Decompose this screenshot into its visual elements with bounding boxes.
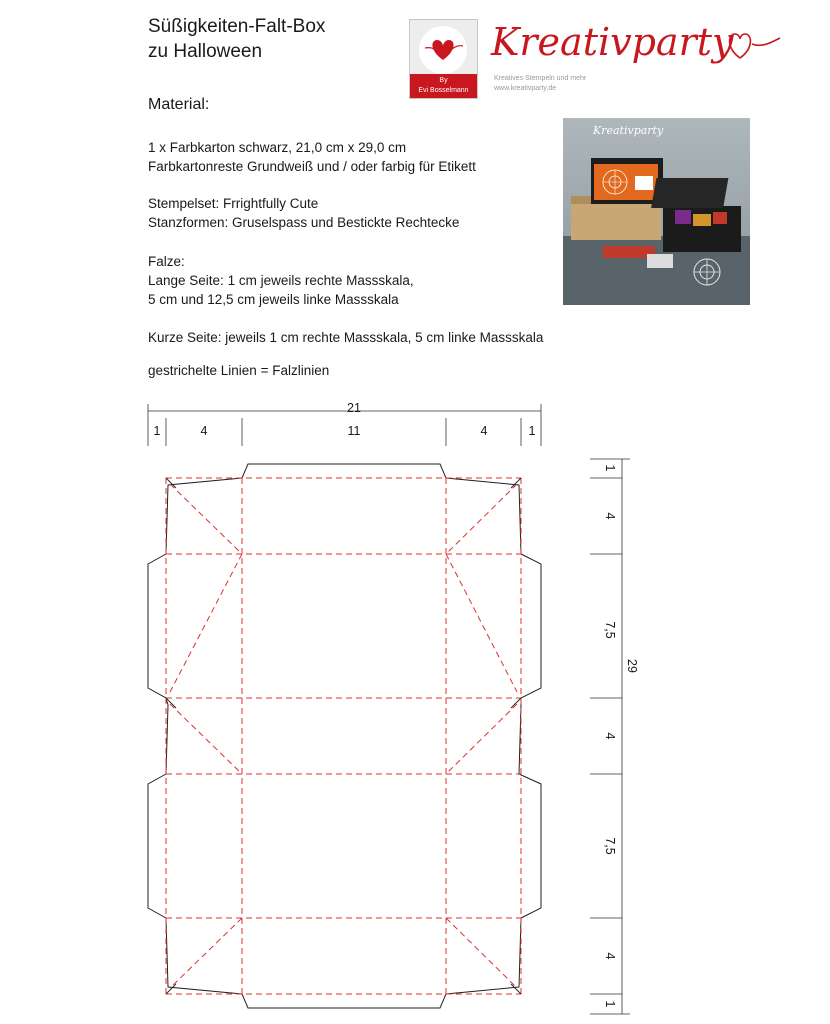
title-line-2: zu Halloween — [148, 41, 263, 62]
die-set: Stanzformen: Gruselspass und Bestickte Rechtecke — [148, 215, 460, 230]
width-total-label: 21 — [347, 401, 361, 415]
material-item-1: 1 x Farbkarton schwarz, 21,0 cm x 29,0 cm — [148, 140, 407, 155]
fold-lines — [166, 478, 521, 994]
title-line-1: Süßigkeiten-Falt-Box — [148, 16, 326, 37]
height-seg-3: 7,5 — [603, 621, 617, 639]
width-seg-1: 1 — [153, 424, 161, 438]
badge-by: By — [439, 77, 448, 84]
height-seg-2: 4 — [603, 512, 617, 520]
brand-tagline: Kreatives Stempeln und mehr — [494, 75, 587, 82]
badge-name: Evi Bosselmann — [418, 87, 469, 94]
width-seg-2: 4 — [200, 424, 208, 438]
height-seg-4: 4 — [603, 732, 617, 740]
folds-heading: Falze: — [148, 254, 185, 269]
folds-long-1: Lange Seite: 1 cm jeweils rechte Massskala, — [148, 273, 414, 288]
brand-website: www.kreativparty.de — [494, 85, 557, 92]
template-outline — [148, 464, 541, 1008]
folds-legend: gestrichelte Linien = Falzlinien — [148, 363, 330, 378]
height-seg-6: 4 — [603, 952, 617, 960]
height-seg-5: 7,5 — [603, 837, 617, 855]
brand-name: Kreativparty — [491, 20, 734, 64]
width-seg-5: 1 — [528, 424, 536, 438]
material-heading: Material: — [148, 96, 210, 113]
cut-lines — [166, 478, 521, 994]
height-seg-7: 1 — [603, 1000, 617, 1008]
height-seg-1: 1 — [603, 464, 617, 472]
height-total-label: 29 — [625, 659, 639, 673]
stamp-set: Stempelset: Frrightfully Cute — [148, 196, 319, 211]
width-seg-3: 11 — [347, 424, 361, 438]
folds-long-2: 5 cm und 12,5 cm jeweils linke Massskala — [148, 292, 399, 307]
folds-short: Kurze Seite: jeweils 1 cm rechte Massskala, 5 cm linke Massskala — [148, 330, 544, 345]
material-item-2: Farbkartonreste Grundweiß und / oder farbig für Etikett — [148, 159, 476, 174]
width-seg-4: 4 — [480, 424, 488, 438]
photo-watermark: Kreativparty — [593, 124, 664, 137]
